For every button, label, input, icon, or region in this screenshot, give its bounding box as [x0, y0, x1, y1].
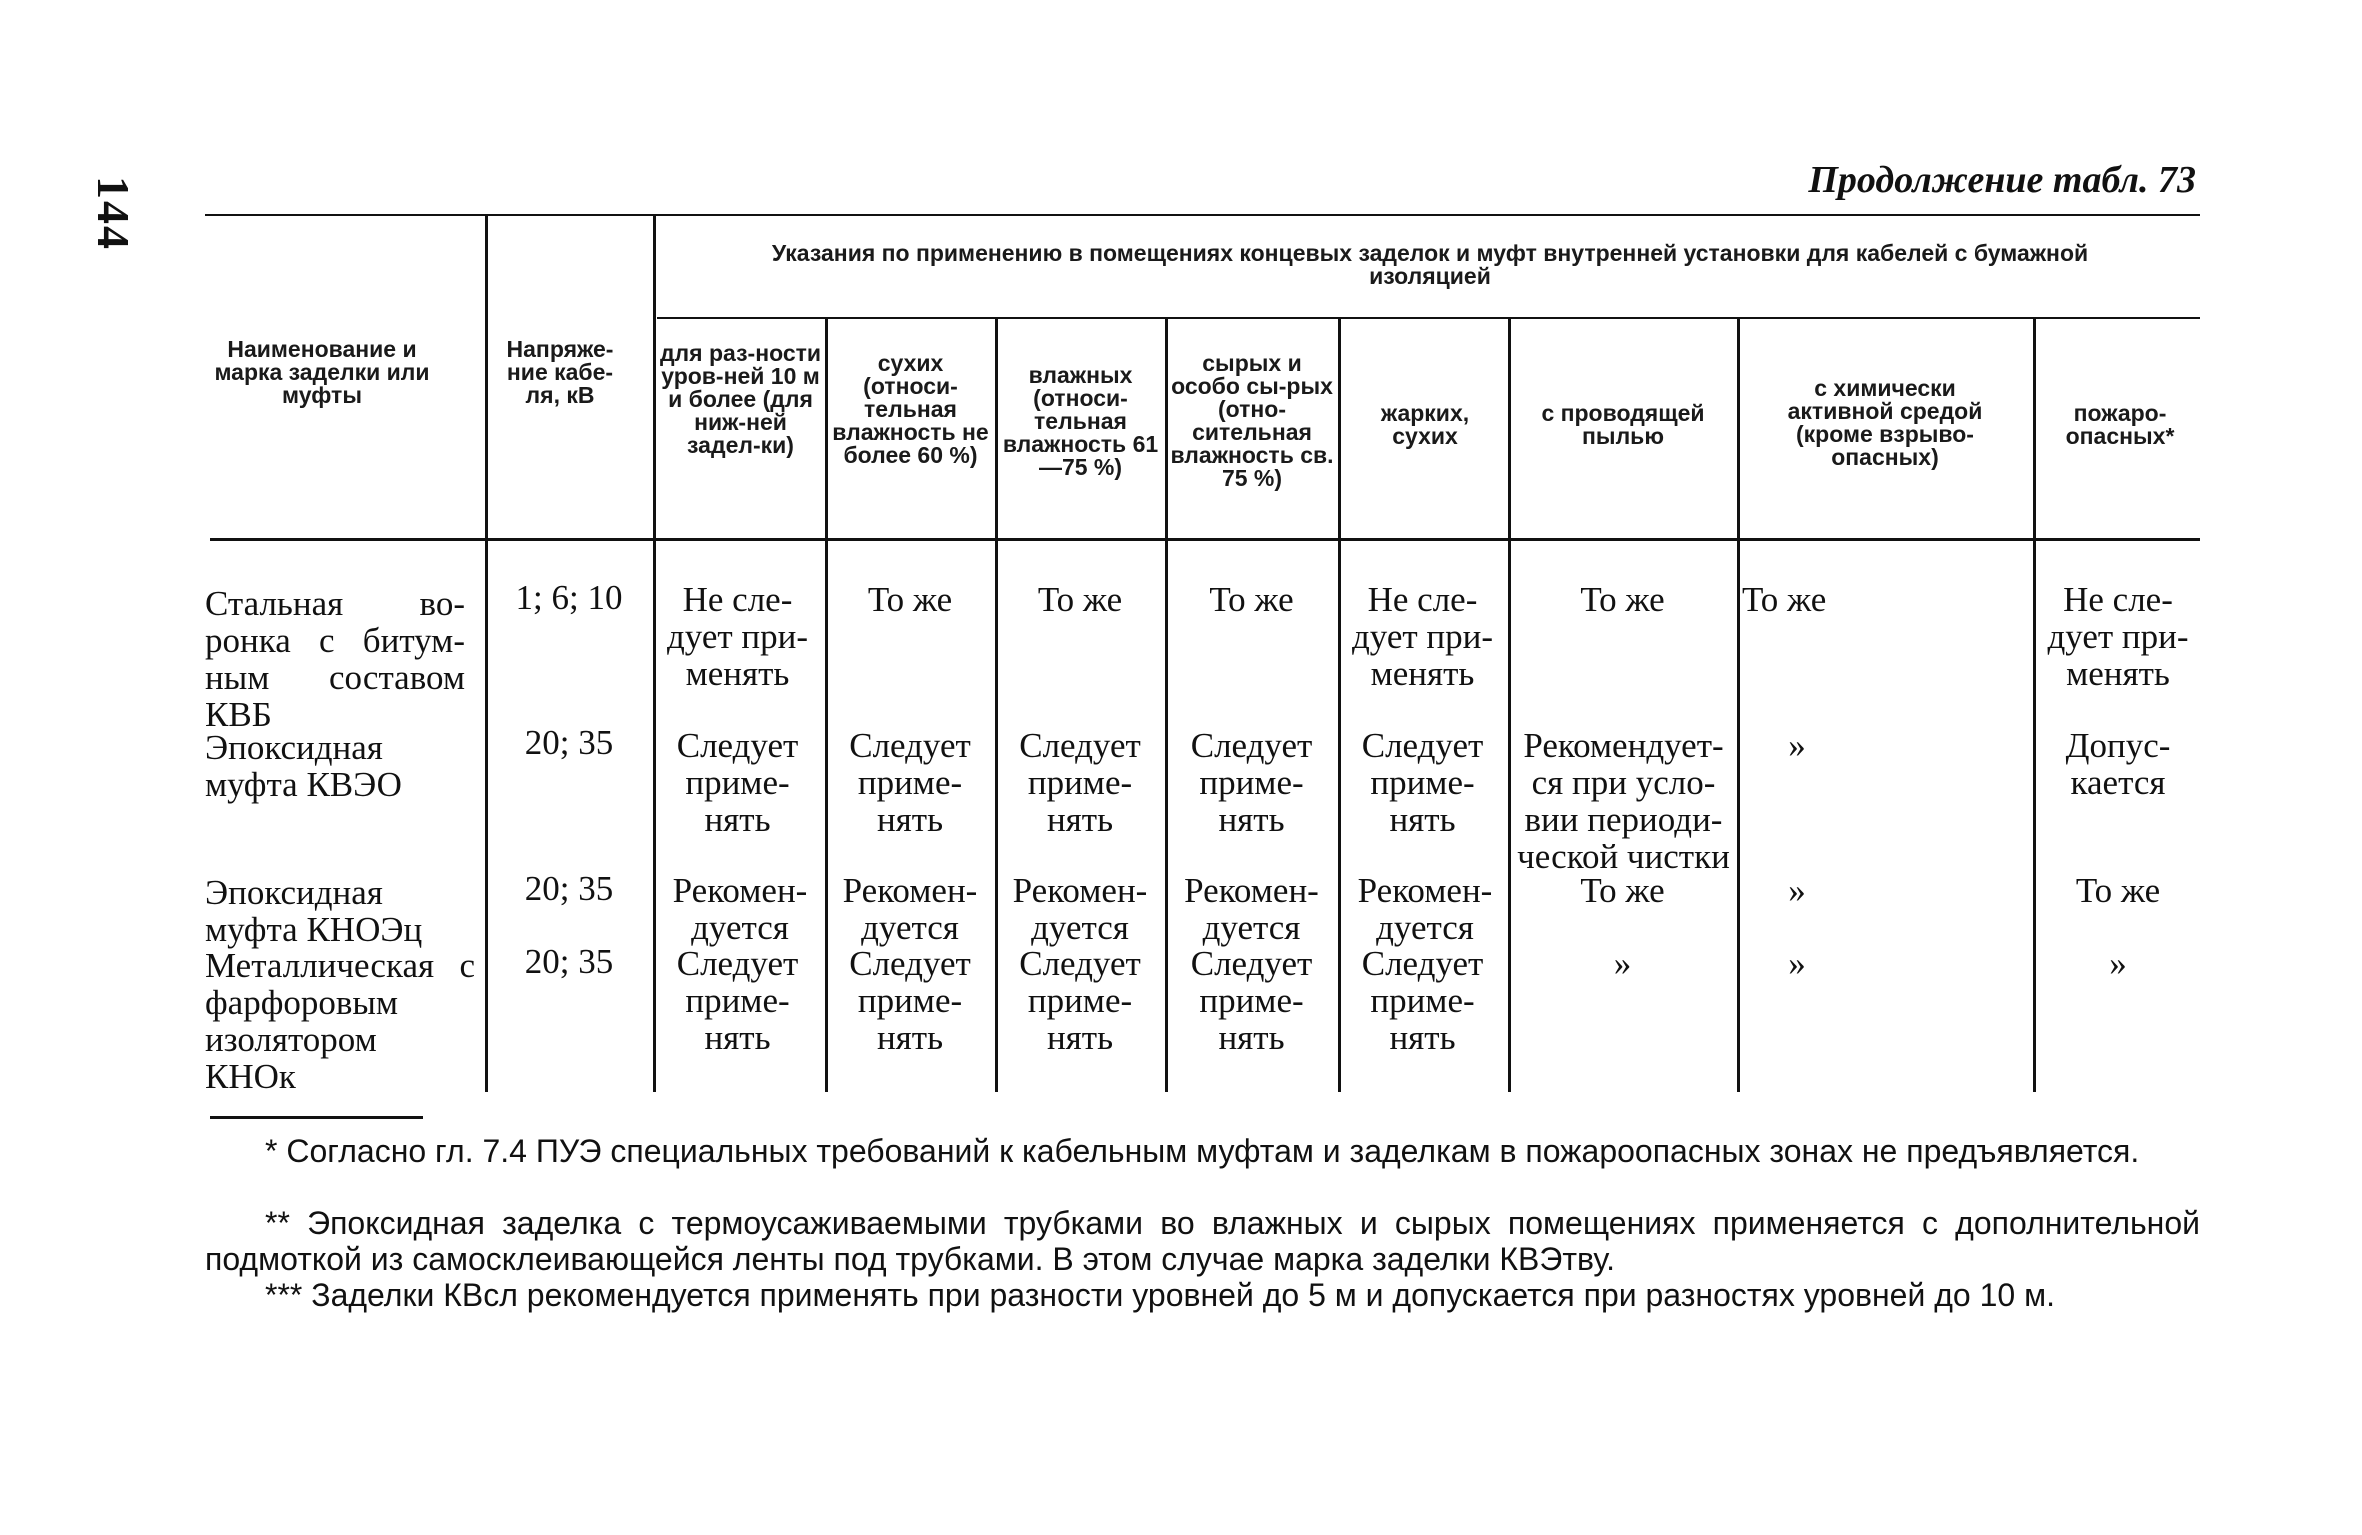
- row-2-voltage: 20; 35: [524, 723, 614, 762]
- row-4-name: Металлическая с фарфоровым изолятором КНОк: [205, 946, 475, 1096]
- col-divider-8: [1737, 318, 1740, 1092]
- row-1-cell-3: То же: [1037, 580, 1123, 619]
- header-level-difference: для раз-ности уров-ней 10 м и более (для ниж-ней задел-ки): [659, 340, 822, 458]
- row-3-voltage: 20; 35: [524, 869, 614, 908]
- top-rule: [205, 214, 2200, 216]
- row-1-cell-8: Не сле-дует при-менять: [2047, 580, 2189, 693]
- row-4-cell-5: Следует приме-нять: [1361, 944, 1484, 1057]
- row-4-cell-6: »: [1613, 944, 1632, 983]
- row-1-voltage: 1; 6; 10: [515, 578, 623, 617]
- header-group: Указания по применению в помещениях концевых заделок и муфт внутренней установки для кабелей с бумажной изоляцией: [771, 240, 2089, 289]
- row-4-cell-7: »: [1788, 944, 1806, 983]
- row-3-name: Эпоксидная муфта КНОЭц: [205, 873, 423, 949]
- row-2-cell-5: Следует приме-нять: [1361, 726, 1484, 839]
- footnote-1: * Согласно гл. 7.4 ПУЭ специальных требований к кабельным муфтам и заделкам в пожароопасных зонах не предъявляется.: [265, 1133, 2140, 1169]
- row-2-cell-1: Следует приме-нять: [676, 726, 799, 839]
- row-1-cell-6: То же: [1580, 580, 1665, 619]
- row-2-cell-7: »: [1788, 726, 1806, 765]
- col-divider-6: [1338, 318, 1341, 1092]
- row-4-cell-8: »: [2109, 944, 2127, 983]
- row-1-cell-7: То же: [1742, 580, 1827, 619]
- row-4-cell-2: Следует приме-нять: [849, 944, 971, 1057]
- row-3-cell-3: Рекомен-дуется: [1012, 871, 1148, 947]
- footnote-3: *** Заделки КВсл рекомендуется применять при разности уровней до 5 м и допускается при разностях уровней до 10 м.: [265, 1277, 2055, 1313]
- row-1-name: Стальная во-ронка с битум-ным составом КВБ: [205, 584, 465, 734]
- row-4-cell-3: Следует приме-нять: [1019, 944, 1141, 1057]
- header-conductive-dust: с проводящей пылью: [1541, 400, 1705, 449]
- row-2-cell-6: Рекомендует-ся при усло-вии периоди-ческой чистки: [1517, 726, 1730, 876]
- row-1-cell-5: Не сле-дует при-менять: [1351, 580, 1494, 693]
- header-fire-hazard: пожаро-опасных*: [2065, 400, 2175, 449]
- row-3-cell-4: Рекомен-дуется: [1184, 871, 1319, 947]
- row-1-cell-1: Не сле-дует при-менять: [666, 580, 809, 693]
- table-continuation-caption: Продолжение табл. 73: [1808, 159, 2196, 201]
- row-1-cell-4: То же: [1209, 580, 1294, 619]
- header-dry: сухих (относи-тельная влажность не более 60 %): [832, 350, 989, 468]
- row-2-cell-8: Допус-кается: [2065, 726, 2171, 802]
- header-humid: влажных (относи-тельная влажность 61—75 %): [1002, 362, 1159, 480]
- row-2-cell-4: Следует приме-нять: [1190, 726, 1313, 839]
- group-header-rule: [657, 317, 2200, 319]
- row-3-cell-2: Рекомен-дуется: [842, 871, 978, 947]
- row-4-cell-4: Следует приме-нять: [1190, 944, 1313, 1057]
- footnote-separator: [210, 1116, 423, 1119]
- row-3-cell-5: Рекомен-дуется: [1357, 871, 1493, 947]
- col-divider-2: [653, 216, 656, 1092]
- row-2-name: Эпоксидная муфта КВЭО: [205, 728, 402, 804]
- header-chemical: с химически активной средой (кроме взрыво-опасных): [1787, 375, 1983, 470]
- header-hot-dry: жарких, сухих: [1380, 400, 1470, 449]
- row-3-cell-8: То же: [2075, 871, 2161, 910]
- footnote-2: ** Эпоксидная заделка с термоусаживаемыми трубками во влажных и сырых помещениях применяется с дополнительной подмоткой из самосклеивающейся ленты под трубками. В этом случае марка заделки КВЭтву.: [205, 1205, 2200, 1277]
- row-1-cell-2: То же: [867, 580, 953, 619]
- header-name-column: Наименование и марка заделки или муфты: [214, 336, 430, 408]
- row-2-cell-2: Следует приме-нять: [849, 726, 971, 839]
- header-voltage-column: Напряже-ние кабе-ля, кВ: [506, 336, 614, 408]
- row-3-cell-6: То же: [1580, 871, 1665, 910]
- row-4-cell-1: Следует приме-нять: [676, 944, 799, 1057]
- row-4-voltage: 20; 35: [524, 942, 614, 981]
- page-number: 144: [88, 176, 139, 251]
- row-2-cell-3: Следует приме-нять: [1019, 726, 1141, 839]
- header-damp: сырых и особо сы-рых (отно-сительная влажность св. 75 %): [1170, 350, 1334, 491]
- row-3-cell-7: »: [1788, 871, 1806, 910]
- row-3-cell-1: Рекомен-дуется: [672, 871, 808, 947]
- header-bottom-rule: [210, 538, 2200, 541]
